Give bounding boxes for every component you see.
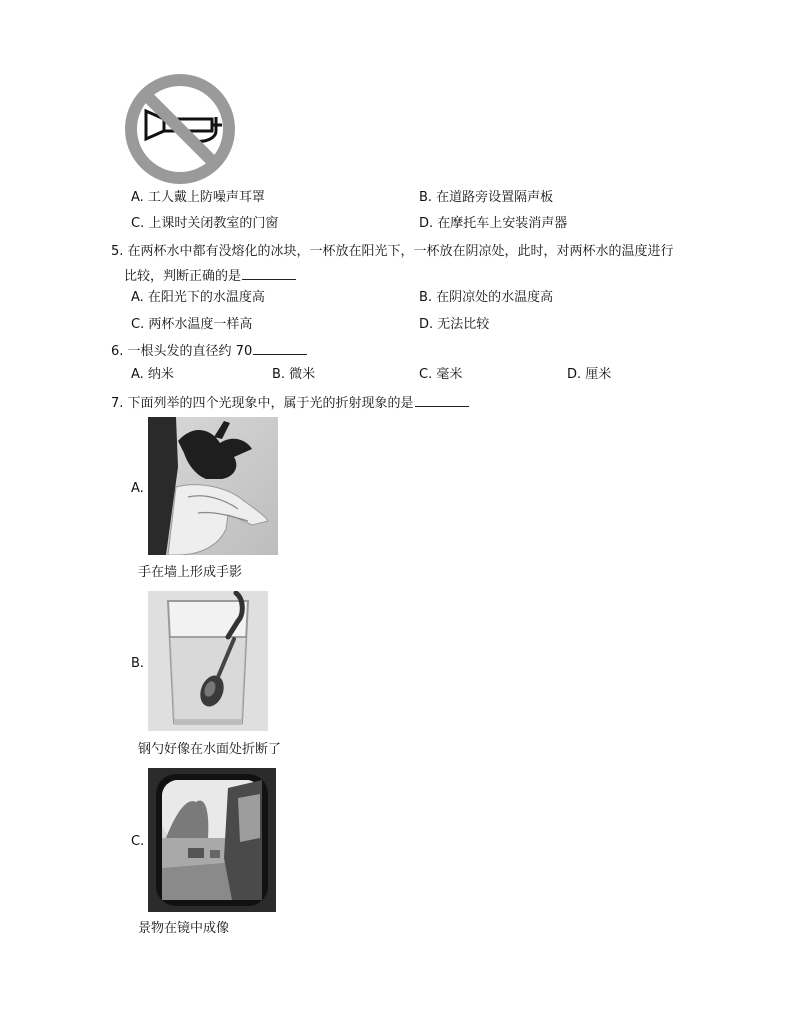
q4-option-d[interactable]: D. 在摩托车上安装消声器 — [419, 216, 568, 231]
q7-option-b-caption: 钢勺好像在水面处折断了 — [138, 742, 282, 757]
q7-option-b-letter[interactable]: B. — [131, 656, 145, 671]
q7-option-c-letter[interactable]: C. — [131, 834, 145, 849]
q7-stem-text: 7. 下面列举的四个光现象中，属于光的折射现象的是 — [111, 396, 414, 411]
q7-stem — [111, 395, 469, 412]
q4-option-b[interactable]: B. 在道路旁设置隔声板 — [419, 190, 554, 205]
q6-option-b[interactable]: B. 微米 — [272, 367, 316, 382]
no-horn-sign-image — [124, 73, 236, 185]
q5-option-c[interactable]: C. 两杯水温度一样高 — [131, 317, 253, 332]
q6-option-c[interactable]: C. 毫米 — [419, 367, 463, 382]
q4-option-a[interactable]: A. 工人戴上防噪声耳罩 — [131, 190, 265, 205]
hand-shadow-photo[interactable] — [148, 417, 278, 555]
q7-option-a-caption: 手在墙上形成手影 — [138, 565, 243, 580]
q5-option-b[interactable]: B. 在阴凉处的水温度高 — [419, 290, 554, 305]
q6-stem-text: 6. 一根头发的直径约 70 — [111, 344, 253, 359]
q7-option-c-caption: 景物在镜中成像 — [138, 921, 230, 936]
q6-option-a[interactable]: A. 纳米 — [131, 367, 174, 382]
q5-option-a[interactable]: A. 在阳光下的水温度高 — [131, 290, 265, 305]
answer-blank[interactable] — [415, 395, 469, 407]
spoon-in-glass-photo[interactable] — [148, 591, 268, 731]
q6-stem — [111, 343, 307, 360]
q5-stem-line1: 5. 在两杯水中都有没熔化的冰块，一杯放在阳光下，一杯放在阴凉处，此时，对两杯水的温度进行 — [111, 244, 674, 259]
answer-blank[interactable] — [242, 268, 296, 280]
q5-stem-line2 — [124, 268, 296, 285]
mirror-reflection-photo[interactable] — [148, 768, 276, 912]
q6-option-d[interactable]: D. 厘米 — [567, 367, 612, 382]
q7-option-a-letter[interactable]: A. — [131, 481, 144, 496]
q4-option-c[interactable]: C. 上课时关闭教室的门窗 — [131, 216, 279, 231]
q5-option-d[interactable]: D. 无法比较 — [419, 317, 490, 332]
answer-blank[interactable] — [253, 343, 307, 355]
q5-stem-text: 比较，判断正确的是 — [124, 269, 242, 284]
